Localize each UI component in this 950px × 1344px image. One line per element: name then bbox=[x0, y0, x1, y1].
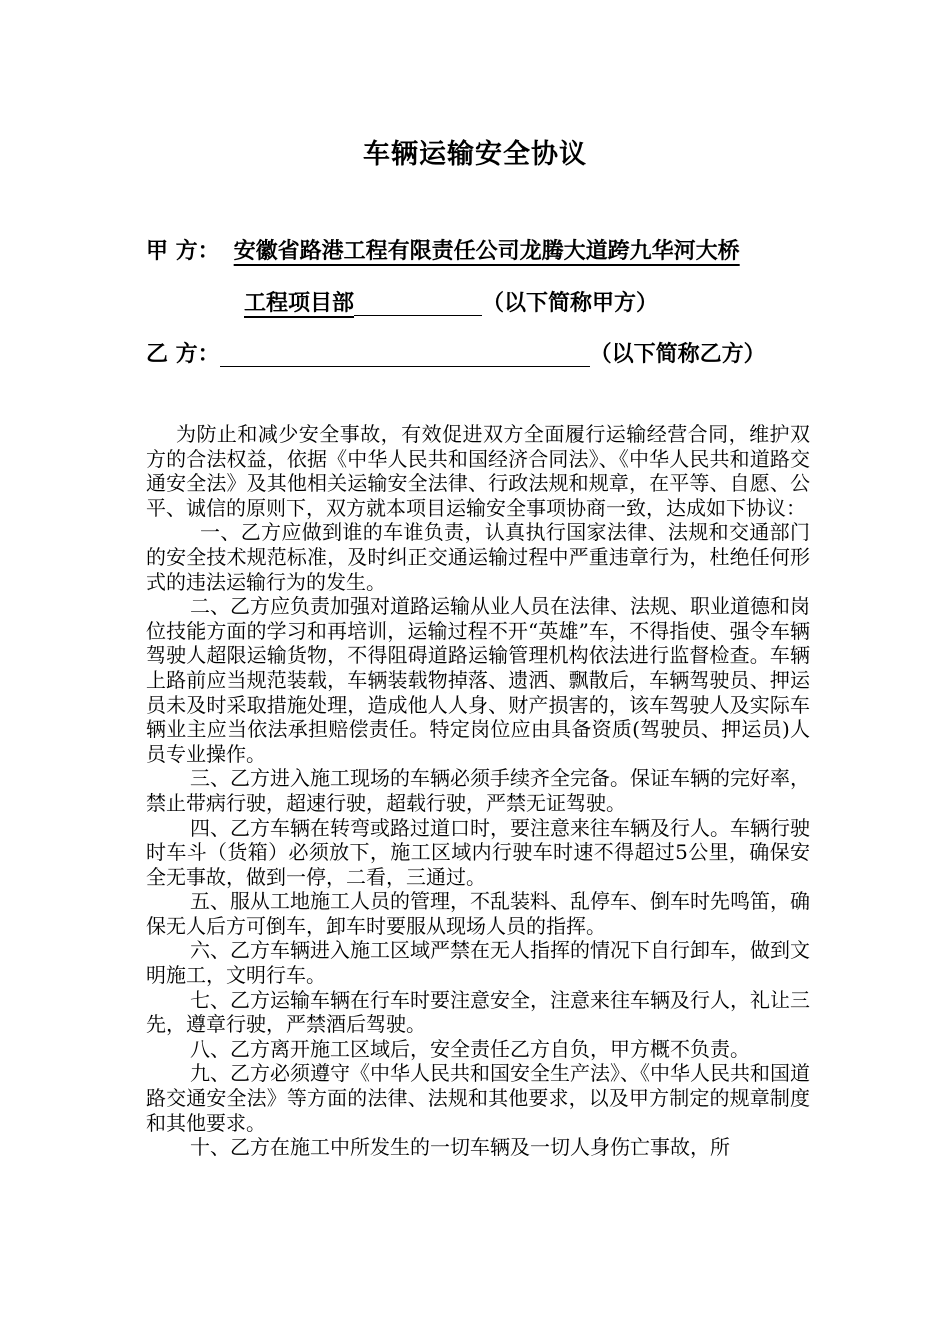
clause-10: 十、乙方在施工中所发生的一切车辆及一切人身伤亡事故，所 bbox=[190, 1135, 730, 1160]
clause-8: 八、乙方离开施工区域后，安全责任乙方自负，甲方概不负责。 bbox=[190, 1036, 750, 1061]
party-a-label: 甲 方： bbox=[146, 239, 220, 264]
party-a-blank bbox=[354, 291, 482, 316]
clause-7: 七、乙方运输车辆在行车时要注意安全，注意来往车辆及行人，礼让三先，遵章行驶，严禁酒后驾驶。 bbox=[146, 987, 810, 1037]
party-a-name-line2: 工程项目部 bbox=[244, 291, 355, 316]
party-b-suffix: （以下简称乙方） bbox=[589, 342, 766, 367]
clause-3: 三、乙方进入施工现场的车辆必须手续齐全完备。保证车辆的完好率，禁止带病行驶，超速行驶，超载行驶，严禁无证驾驶。 bbox=[146, 766, 810, 815]
clause-9: 九、乙方必须遵守《中华人民共和国安全生产法》、《中华人民共和国道路交通安全法》等方面的法律、法规和其他要求，以及甲方制定的规章制度和其他要求。 bbox=[146, 1061, 810, 1135]
clause-4: 四、乙方车辆在转弯或路过道口时，要注意来往车辆及行人。车辆行驶时车斗（货箱）必须放下，施工区域内行驶车时速不得超过5公里，确保安全无事故，做到一停，二看，三通过。 bbox=[146, 815, 810, 889]
clause-6: 六、乙方车辆进入施工区域严禁在无人指挥的情况下自行卸车，做到文明施工，文明行车。 bbox=[146, 938, 810, 988]
document-title: 车辆运输安全协议 bbox=[363, 139, 587, 170]
party-a-suffix: （以下简称甲方） bbox=[482, 291, 659, 316]
clause-5: 五、服从工地施工人员的管理，不乱装料、乱停车、倒车时先鸣笛，确保无人后方可倒车，卸车时要服从现场人员的指挥。 bbox=[146, 889, 810, 938]
party-b-label: 乙 方： bbox=[146, 342, 220, 367]
party-a-name-line1: 安徽省路港工程有限责任公司龙腾大道跨九华河大桥 bbox=[233, 239, 740, 264]
party-a-line-2 bbox=[244, 286, 658, 317]
clause-1: 一、乙方应做到谁的车谁负责，认真执行国家法律、法规和交通部门的安全技术规范标准，及时纠正交通运输过程中严重违章行为，杜绝任何形式的违法运输行为的发生。 bbox=[146, 520, 810, 594]
clause-2: 二、乙方应负责加强对道路运输从业人员在法律、法规、职业道德和岗位技能方面的学习和再培训，运输过程不开“英雄”车，不得指使、强令车辆驾驶人超限运输货物，不得阻碍道路运输管理机构依法进行监督检查。车辆上路前应当规范装载，车辆装载物掉落、遗洒、飘散后，车辆驾驶员、押运员未及时采取措施处理，造成他人人身、财产损害的，该车驾驶人及实际车辆业主应当依法承担赔偿责任。特定岗位应由具备资质(驾驶员、押运员)人员专业操作。 bbox=[146, 594, 810, 766]
intro-paragraph: 为防止和减少安全事故，有效促进双方全面履行运输经营合同，维护双方的合法权益，依据《中华人民共和国经济合同法》、《中华人民共和道路交通安全法》及其他相关运输安全法律、行政法规和规章，在平等、自愿、公平、诚信的原则下，双方就本项目运输安全事项协商一致，达成如下协议： bbox=[146, 422, 810, 520]
agreement-body bbox=[146, 422, 810, 1160]
party-b-line bbox=[146, 337, 766, 368]
party-b-blank bbox=[220, 342, 590, 367]
party-a-line-1 bbox=[146, 234, 740, 265]
